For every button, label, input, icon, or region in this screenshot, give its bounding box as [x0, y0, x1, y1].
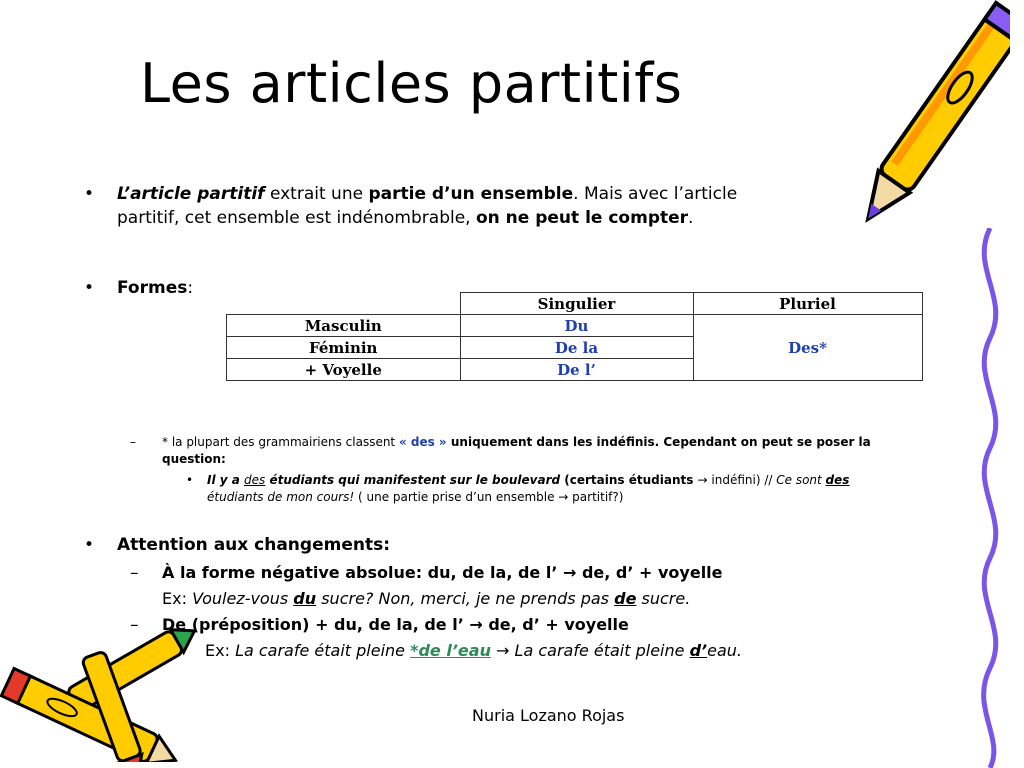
bullet-dot: •: [84, 535, 95, 555]
forms-table: [226, 292, 923, 381]
text-span: :: [187, 278, 194, 298]
term-partie: partie d’un ensemble: [368, 184, 574, 204]
example-preposition: [205, 639, 742, 663]
text-span: (certains étudiants: [560, 473, 698, 487]
bullet-formes: [117, 276, 193, 300]
rule-preposition: De (préposition) + du, de la, de l’ → de, d’ + voyelle: [162, 615, 629, 634]
dash-marker: –: [130, 435, 136, 449]
text-span: ( une partie prise d’un ensemble → partitif?): [354, 490, 624, 504]
bullet-definition: [117, 182, 877, 230]
text-span: Voulez-vous: [192, 589, 294, 608]
pencils-illustration-bottom: [0, 622, 210, 762]
text-span: Il y a: [207, 473, 245, 487]
footer-author: Nuria Lozano Rojas: [472, 706, 625, 725]
d-emphasis: d’: [689, 641, 708, 660]
row-label-voyelle: + Voyelle: [227, 359, 461, 381]
rule-negative: À la forme négative absolue: du, de la, de l’ → de, d’ + voyelle: [162, 563, 723, 582]
cell-de-la: De la: [460, 337, 693, 359]
bullet-dot-small: •: [186, 473, 194, 487]
text-span: * la plupart des grammairiens classent: [162, 435, 399, 449]
wavy-border-line: [960, 228, 1020, 768]
text-span: La carafe était pleine: [235, 641, 411, 660]
cell-du: Du: [460, 315, 693, 337]
bullet-dot: •: [84, 278, 95, 298]
text-span: question:: [162, 452, 226, 466]
des-quote: « des »: [398, 435, 447, 449]
header-pluriel: Pluriel: [693, 293, 922, 315]
incorrect-form: *de l’eau: [410, 641, 491, 660]
dash-marker: –: [130, 563, 139, 583]
text-span: uniquement dans les indéfinis. Cependant on peut se poser la: [446, 435, 871, 449]
du-emphasis: du: [293, 589, 317, 608]
term-compter: on ne peut le compter: [475, 208, 689, 228]
text-span: partitif, cet ensemble est indénombrable,: [117, 208, 476, 228]
table-corner: [227, 293, 461, 315]
bullet-dot: •: [84, 184, 95, 204]
text-span: . Mais avec l’article: [573, 184, 738, 204]
text-span: étudiants qui manifestent sur le boulevard: [265, 473, 561, 487]
pencil-illustration-top: [860, 0, 1010, 250]
text-span: étudiants de mon cours!: [207, 490, 355, 504]
text-span: sucre.: [636, 589, 691, 608]
text-span: Ex:: [162, 589, 193, 608]
note-example: [207, 472, 907, 506]
dash-marker: –: [130, 615, 139, 635]
text-span: Ex:: [205, 641, 236, 660]
example-negative: [162, 587, 690, 611]
des-underline: des: [244, 473, 266, 487]
des-underline-bold: des: [825, 473, 850, 487]
text-span: sucre? Non, merci, je ne prends pas: [316, 589, 615, 608]
term-article-partitif: L’article partitif: [117, 184, 265, 204]
text-span: → La carafe était pleine: [490, 641, 690, 660]
slide-title: Les articles partitifs: [140, 52, 683, 115]
row-label-feminin: Féminin: [227, 337, 461, 359]
bullet-attention: Attention aux changements:: [117, 535, 390, 555]
text-span: Ce sont: [776, 473, 826, 487]
text-span: .: [688, 208, 694, 228]
header-singulier: Singulier: [460, 293, 693, 315]
row-label-masculin: Masculin: [227, 315, 461, 337]
text-span: extrait une: [264, 184, 369, 204]
text-span: → indéfini) //: [697, 473, 777, 487]
text-span: eau.: [707, 641, 742, 660]
cell-de-l: De l’: [460, 359, 693, 381]
note-grammairiens: [162, 434, 902, 468]
cell-des: Des*: [693, 315, 922, 381]
de-emphasis: de: [614, 589, 637, 608]
formes-label: Formes: [117, 278, 188, 298]
